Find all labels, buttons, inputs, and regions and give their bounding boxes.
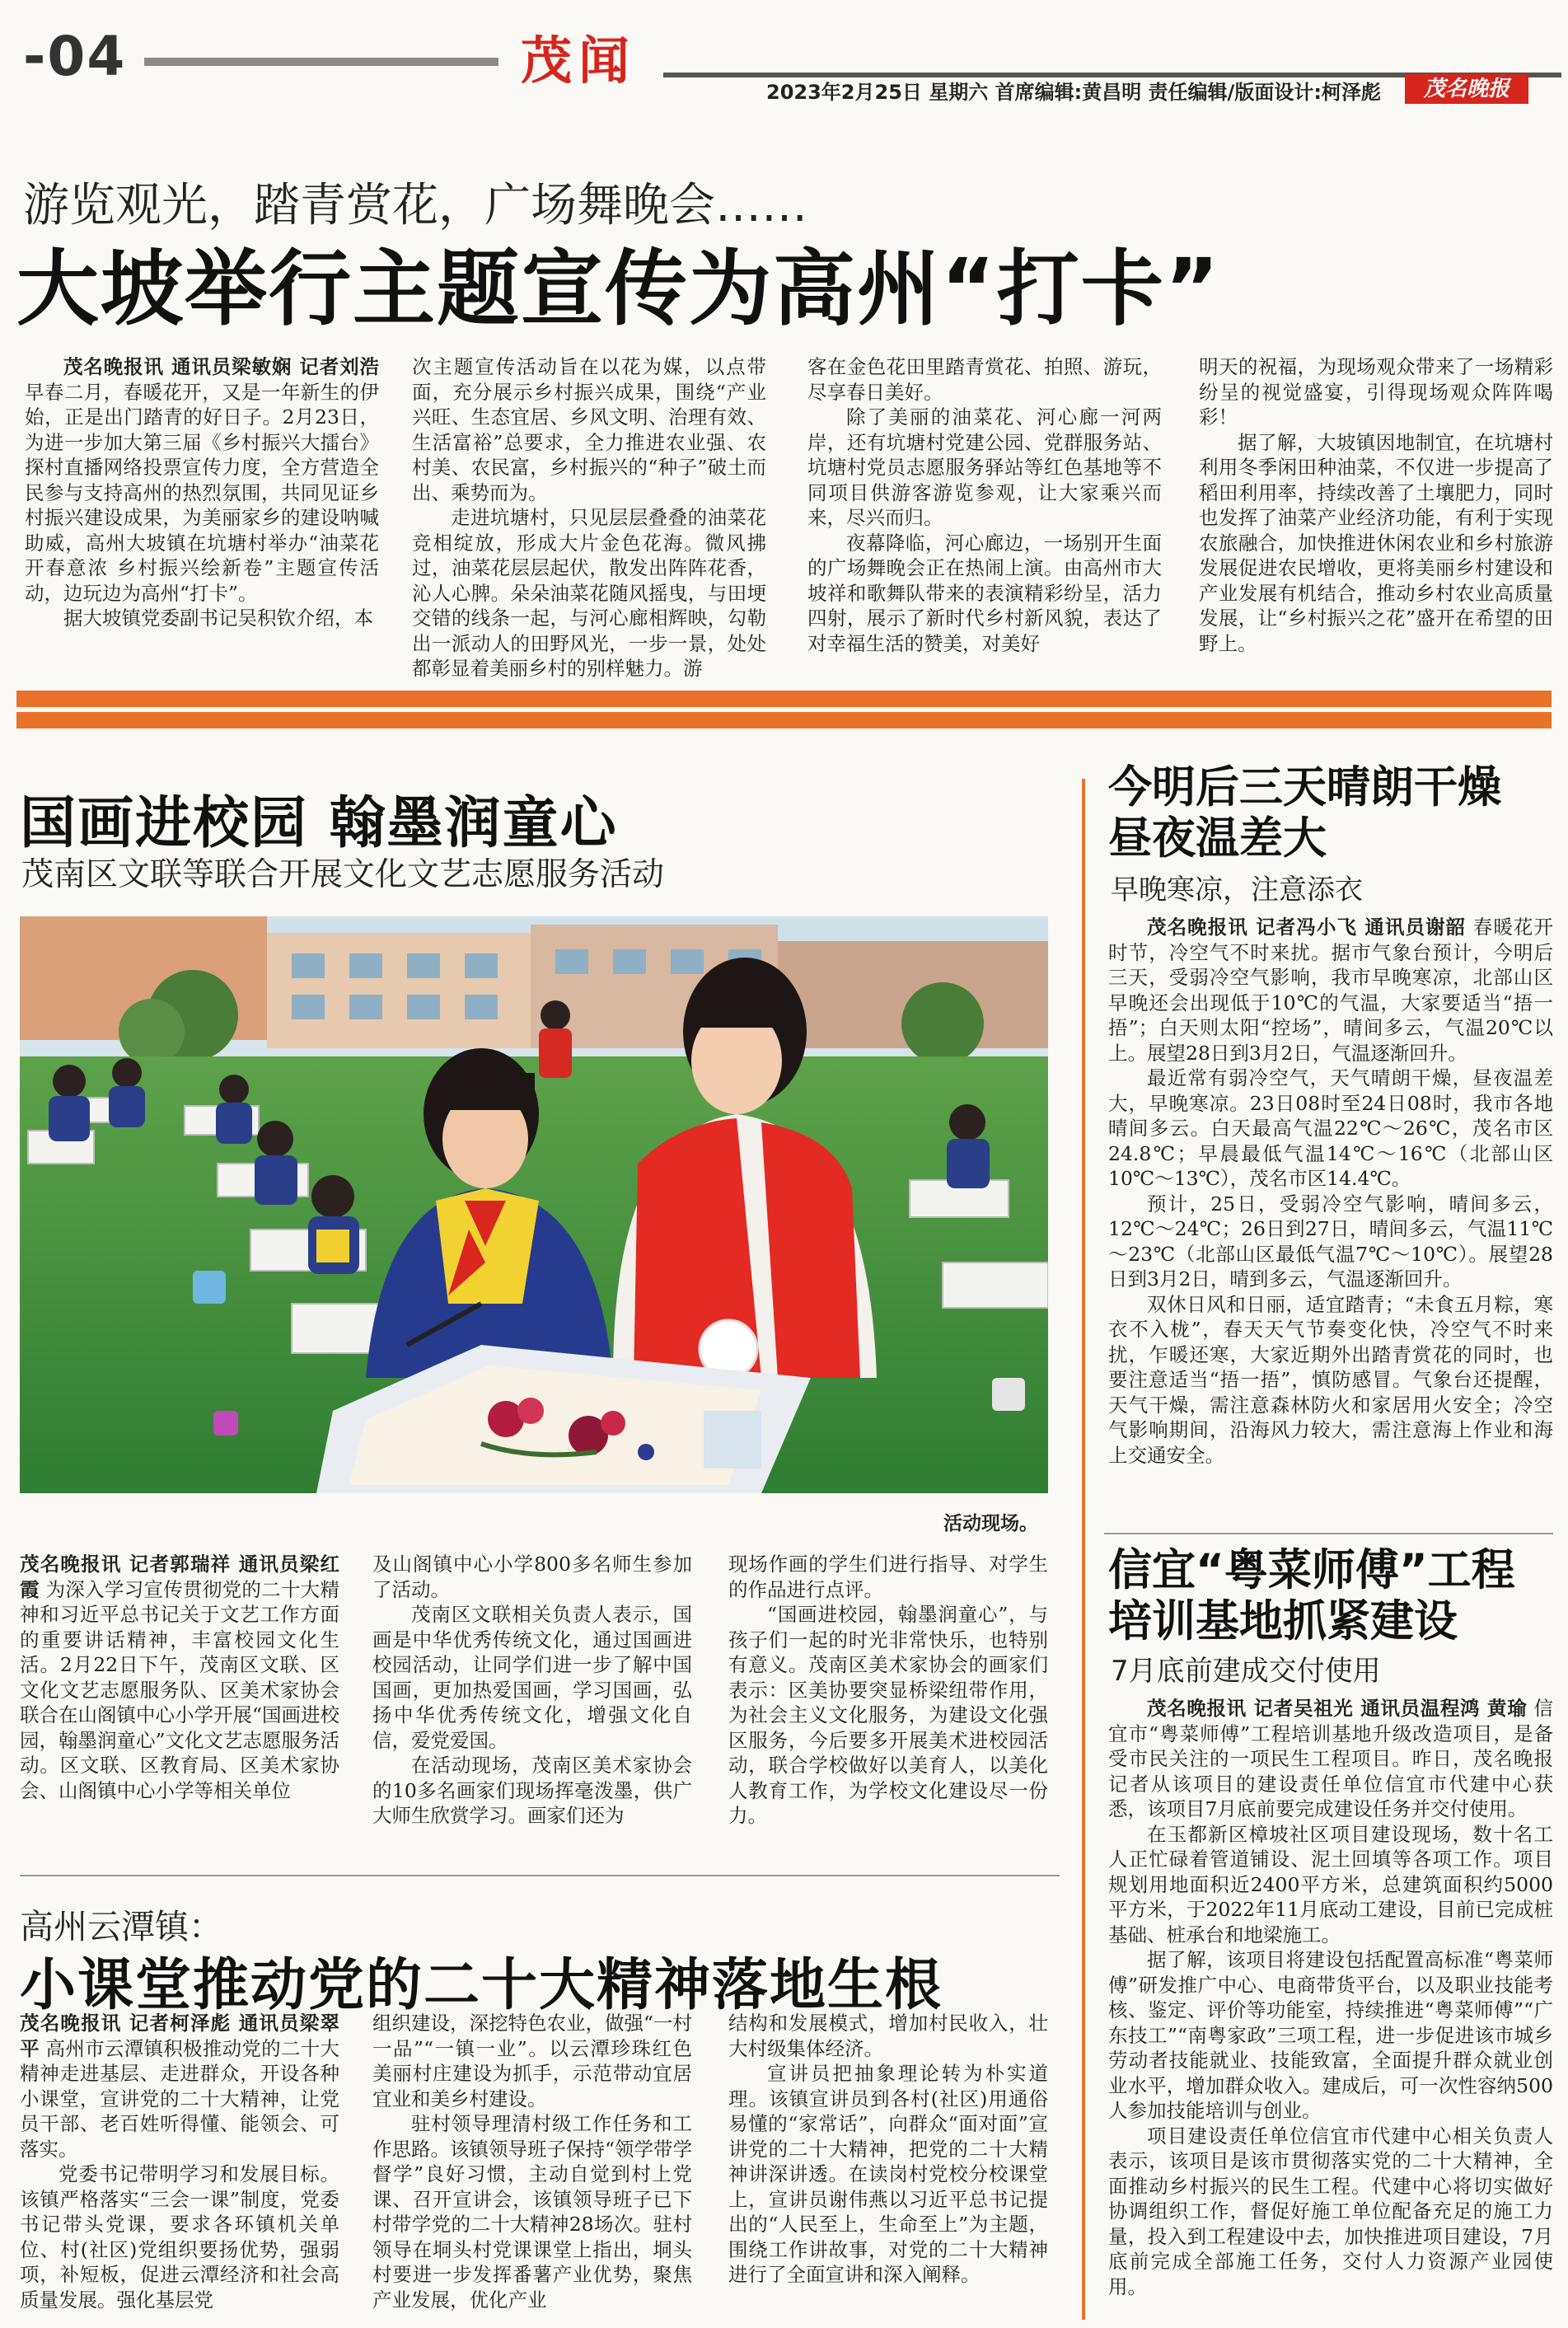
- story2-subtitle: 茂南区文联等联合开展文化文艺志愿服务活动: [21, 856, 665, 893]
- story5-title-line: 信宜“粤菜师傅”工程: [1108, 1545, 1515, 1595]
- story5-paragraph: 项目建设责任单位信宜市代建中心相关负责人表示，该项目是该市贯彻落实党的二十大精神，全面推动乡村振兴的民生工程。代建中心将切实做好协调组织工作，督促好施工单位配备充足的施工力量，投入到工程建设中去，加快推进项目建设，7月底前完成全部施工任务，交付人力资源产业园使用。: [1108, 2124, 1553, 2298]
- story3-column-1: [20, 2011, 339, 2312]
- story1-column-2: [412, 354, 766, 682]
- story2-paragraph: 茂南区文联相关负责人表示，国画是中华优秀传统文化，通过国画进校园活动，让同学们进一步了解中国国画，更加热爱国画，学习国画，弘扬中华优秀传统文化，增强文化自信，爱党爱国。: [372, 1603, 692, 1752]
- story3-column-3: [728, 2011, 1048, 2288]
- story2-column-3: [728, 1552, 1048, 1829]
- story4-body: [1108, 915, 1553, 1468]
- story4-byline: 茂名晚报讯 记者冯小飞 通讯员谢韶: [1147, 916, 1467, 939]
- story3-byline: 茂名晚报讯 记者柯泽彪 通讯员梁翠平: [20, 2012, 339, 2060]
- story1-title: 大坡举行主题宣传为高州“打卡”: [16, 241, 1221, 337]
- story1-paragraph: 走进坑塘村，只见层层叠叠的油菜花竞相绽放，形成大片金色花海。微风拂过，油菜花层层起伏，散发出阵阵花香，沁人心脾。朵朵油菜花随风摇曳，与田埂交错的线条一起，与河心廊相辉映，勾勒出一派动人的田野风光，一步一景，处处都彰显着美丽乡村的别样魅力。游: [412, 506, 766, 680]
- story2-paragraph: 为深入学习宣传贯彻党的二十大精神和习近平总书记关于文艺工作方面的重要讲话精神，丰富校园文化生活。2月22日下午，茂南区文联、区文化文艺志愿服务队、区美术家协会联合在山阁镇中心小学开展“国画进校园，翰墨润童心”文化文艺志愿服务活动。区文联、区教育局、区美术家协会、山阁镇中心小学等相关单位: [20, 1577, 340, 1802]
- page-number: -04: [23, 25, 127, 88]
- story4-paragraph: 双休日风和日丽，适宜踏青；“未食五月粽，寒衣不入栊”，春天天气节奏变化快，冷空气不时来扰，乍暖还寒，大家近期外出踏青赏花的同时，也要注意适当“捂一捂”，慎防感冒。气象台还提醒，天气干燥，需注意森林防火和家居用火安全；冷空气影响期间，沿海风力较大，需注意海上作业和海上交通安全。: [1108, 1292, 1553, 1467]
- story2-column-1: [20, 1552, 339, 1803]
- story1-byline: 茂名晚报讯 通讯员梁敏娴 记者刘浩: [63, 355, 379, 378]
- header-rule-left: [144, 58, 498, 66]
- story1-column-3: [807, 354, 1162, 656]
- story5-title: [1108, 1545, 1515, 1647]
- story3-column-2: [372, 2011, 692, 2312]
- section-label: 茂闻: [521, 30, 637, 91]
- newspaper-logo: 茂名晚报: [1405, 74, 1528, 104]
- story4-paragraph: 春暖花开时节，冷空气不时来扰。据市气象台预计，今明后三天，受弱冷空气影响，我市早晚寒凉，北部山区早晚还会出现低于10℃的气温，大家要适当“捂一捂”；白天则太阳“控场”，晴间多云，气温20℃以上。展望28日到3月2日，气温逐渐回升。: [1108, 916, 1553, 1065]
- story3-title: 小课堂推动党的二十大精神落地生根: [20, 1953, 943, 2018]
- story-separator: [20, 1875, 1060, 1876]
- column-divider: [1082, 779, 1085, 2320]
- story3-paragraph: 党委书记带明学习和发展目标。该镇严格落实“三会一课”制度，党委书记带头党课，要求各环镇机关单位、村(社区)党组织要扬优势，强弱项，补短板，促进云潭经济和社会高质量发展。强化基层党: [20, 2162, 339, 2312]
- story2-column-2: [372, 1552, 692, 1829]
- story1-paragraph: 据大坡镇党委副书记吴积钦介绍，本: [63, 607, 373, 630]
- story1-paragraph: 客在金色花田里踏青赏花、拍照、游玩，尽享春日美好。: [807, 355, 1162, 404]
- story2-paragraph: 及山阁镇中心小学800多名师生参加了活动。: [372, 1553, 692, 1601]
- story2-paragraph: 在活动现场，茂南区美术家协会的10多名画家们现场挥毫泼墨，供广大师生欣赏学习。画家们还为: [372, 1754, 692, 1827]
- story5-body: [1108, 1696, 1553, 2299]
- story4-title: [1108, 762, 1501, 864]
- story5-paragraph: 在玉都新区樟坡社区项目建设现场，数十名工人正忙碌着管道铺设、泥土回填等各项工作。项目规划用地面积近2400平方米，总建筑面积约5000平方米，于2022年11月底动工建设，目前已完成桩基础、桩承台和地梁施工。: [1108, 1822, 1553, 1946]
- story2-paragraph: “国画进校园，翰墨润童心”，与孩子们一起的时光非常快乐，也特别有意义。茂南区美术家协会的画家们表示：区美协要突显桥梁纽带作用，为社会主义文化服务，为建设文化强区服务，今后要多开展美术进校园活动，联合学校做好以美育人，以美化人教育工作，为学校文化建设尽一份力。: [728, 1603, 1048, 1827]
- story3-subtitle: 高州云潭镇：: [20, 1907, 222, 1946]
- news-photo: [20, 916, 1048, 1493]
- story5-paragraph: 据了解，该项目将建设包括配置高标准“粤菜师傅”研发推广中心、电商带货平台，以及职业技能考核、鉴定、评价等功能室，持续推进“粤菜师傅”“广东技工”“南粤家政”三项工程，进一步促进该市城乡劳动者技能就业、技能致富，全面提升群众就业创业水平，增加群众收入。建成后，可一次性容纳500人参加技能培训与创业。: [1108, 1948, 1553, 2122]
- story1-paragraph: 早春二月，春暖花开，又是一年新生的伊始，正是出门踏青的好日子。2月23日，为进一步加大第三届《乡村振兴大擂台》探村直播网络投票宣传力度，全方营造全民参与支持高州的热烈氛围，共同见证乡村振兴建设成果，为美丽家乡的建设呐喊助威，高州大坡镇在坑塘村举办“油菜花开春意浓 乡村振兴绘新卷”主题宣传活动，边玩边为高州“打卡”。: [25, 380, 379, 605]
- story3-paragraph: 组织建设，深挖特色农业，做强“一村一品”“一镇一业”。以云潭珍珠红色美丽村庄建设为抓手，示范带动宜居宜业和美乡村建设。: [372, 2012, 693, 2110]
- story1-column-1: [25, 354, 379, 631]
- story1-paragraph: 除了美丽的油菜花、河心廊一河两岸，还有坑塘村党建公园、党群服务站、坑塘村党员志愿服务驿站等红色基地等不同项目供游客游览参观，让大家乘兴而来，尽兴而归。: [807, 405, 1162, 529]
- story2-paragraph: 现场作画的学生们进行指导、对学生的作品进行点评。: [728, 1553, 1048, 1601]
- story5-title-line: 培训基地抓紧建设: [1108, 1596, 1458, 1646]
- story4-subtitle: 早晚寒凉，注意添衣: [1111, 874, 1363, 906]
- story2-title: 国画进校园 翰墨润童心: [20, 791, 618, 856]
- story1-column-4: [1199, 354, 1553, 656]
- story1-paragraph: 夜幕降临，河心廊边，一场别开生面的广场舞晚会正在热闹上演。由高州市大坡祥和歌舞队带来的表演精彩纷呈，活力四射，展示了新时代乡村新风貌，表达了对幸福生活的赞美，对美好: [807, 531, 1162, 655]
- classroom-painting-photo-illustration: [20, 916, 1048, 1493]
- photo-caption: 活动现场。: [943, 1513, 1038, 1534]
- story2-byline: 茂名晚报讯 记者郭瑞祥 通讯员梁红霞: [20, 1553, 339, 1601]
- story4-paragraph: 最近常有弱冷空气，天气晴朗干燥，昼夜温差大，早晚寒凉。23日08时至24日08时，我市各地晴间多云。白天最高气温22℃～26℃，茂名市区24.8℃；早晨最低气温14℃～16℃（北部山区10℃～13℃），茂名市区14.4℃。: [1108, 1066, 1553, 1190]
- story3-paragraph: 结构和发展模式，增加村民收入，壮大村级集体经济。: [728, 2012, 1048, 2060]
- section-divider-band: [16, 691, 1552, 728]
- story3-paragraph: 驻村领导理清村级工作任务和工作思路。该镇领导班子保持“领学带学督学”良好习惯，主动自觉到村上党课、召开宣讲会，该镇领导班子已下村带学党的二十大精神28场次。驻村领导在垌头村党课课堂上指出，垌头村要进一步发挥番薯产业优势，聚焦产业发展，优化产业: [372, 2112, 693, 2312]
- story-separator: [1104, 1533, 1553, 1534]
- story5-paragraph: 信宜市“粤菜师傅”工程培训基地升级改造项目，是备受市民关注的一项民生工程项目。昨日，茂名晚报记者从该项目的建设责任单位信宜市代建中心获悉，该项目7月底前要完成建设任务并交付使用。: [1108, 1697, 1553, 1820]
- section-tag: [521, 20, 644, 94]
- story4-paragraph: 预计，25日，受弱冷空气影响，晴间多云，12℃～24℃；26日到27日，晴间多云，气温11℃～23℃（北部山区最低气温7℃～10℃）。展望28日到3月2日，晴到多云，气温逐渐回升。: [1108, 1192, 1553, 1290]
- story1-paragraph: 明天的祝福，为现场观众带来了一场精彩纷呈的视觉盛宴，引得现场观众阵阵喝彩！: [1199, 355, 1553, 429]
- story1-paragraph: 次主题宣传活动旨在以花为媒，以点带面，充分展示乡村振兴成果，围绕“产业兴旺、生态宜居、乡风文明、治理有效、生活富裕”总要求，全力推进农业强、农村美、农民富，乡村振兴的“种子”破土而出、乘势而为。: [412, 355, 766, 504]
- story3-paragraph: 宣讲员把抽象理论转为朴实道理。该镇宣讲员到各村(社区)用通俗易懂的“家常话”，向群众“面对面”宣讲党的二十大精神，把党的二十大精神讲深讲透。在读岗村党校分校课堂上，宣讲员谢伟燕以习近平总书记提出的“人民至上，生命至上”为主题，围绕工作讲故事，对党的二十大精神进行了全面宣讲和深入阐释。: [728, 2062, 1048, 2286]
- story1-subtitle: 游览观光，踏青赏花，广场舞晚会……: [23, 179, 807, 232]
- story4-title-line: 今明后三天晴朗干燥: [1108, 762, 1501, 813]
- story5-subtitle: 7月底前建成交付使用: [1111, 1655, 1381, 1688]
- story5-byline: 茂名晚报讯 记者吴祖光 通讯员温程鸿 黄瑜: [1147, 1697, 1528, 1720]
- story4-title-line: 昼夜温差大: [1108, 813, 1327, 864]
- story1-paragraph: 据了解，大坡镇因地制宜，在坑塘村利用冬季闲田种油菜，不仅进一步提高了稻田利用率，持续改善了土壤肥力，同时也发挥了油菜产业经济功能，有利于实现农旅融合，加快推进休闲农业和乡村旅游发展促进农民增收，更将美丽乡村建设和产业发展有机结合，推动乡村农业高质量发展，让“乡村振兴之花”盛开在希望的田野上。: [1199, 430, 1553, 655]
- date-line: 2023年2月25日 星期六 首席编辑:黄昌明 责任编辑/版面设计:柯泽彪: [766, 81, 1381, 104]
- story3-paragraph: 高州市云潭镇积极推动党的二十大精神走进基层、走进群众，开设各种小课堂，宣讲党的二十大精神，让党员干部、老百姓听得懂、能领会、可落实。: [20, 2036, 340, 2161]
